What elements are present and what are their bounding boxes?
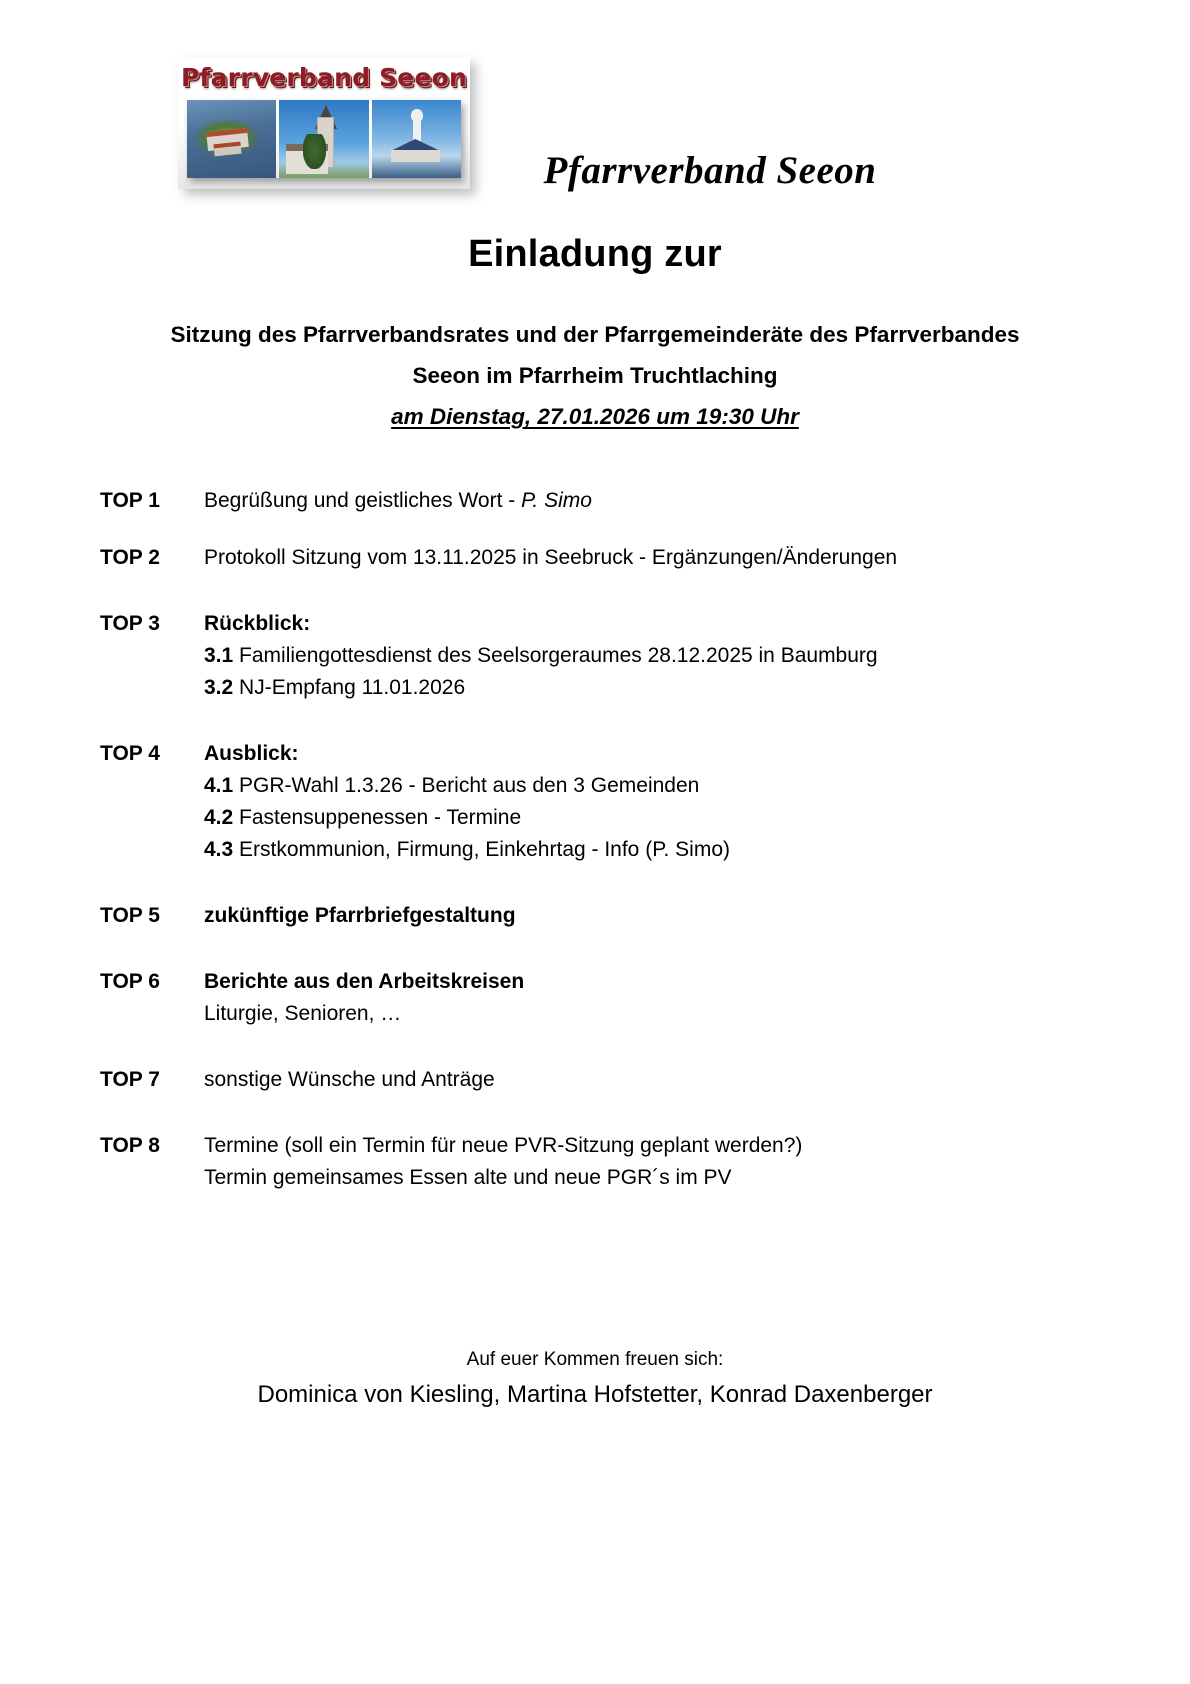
agenda-subitem-4-3-text: Erstkommunion, Firmung, Einkehrtag - Info (P. Simo) xyxy=(233,838,730,861)
agenda-body-top3 xyxy=(204,608,1120,704)
agenda-item-top8 xyxy=(100,1130,1120,1194)
agenda-top4-heading: Ausblick: xyxy=(204,742,299,765)
meeting-date-line: am Dienstag, 27.01.2026 um 19:30 Uhr xyxy=(391,404,799,429)
agenda-subitem-4-1-num: 4.1 xyxy=(204,774,234,797)
agenda-body-top1 xyxy=(204,485,1120,517)
agenda-label-top4: TOP 4 xyxy=(100,742,160,765)
agenda-body-top5: zukünftige Pfarrbriefgestaltung xyxy=(204,904,516,927)
agenda-subitem-4-3 xyxy=(204,834,1120,866)
agenda-subitem-4-3-num: 4.3 xyxy=(204,838,234,861)
agenda-body-top6 xyxy=(204,966,1120,1030)
agenda-item-top2 xyxy=(100,542,1120,574)
agenda-label-top1: TOP 1 xyxy=(100,489,160,512)
agenda-top8-line1: Termine (soll ein Termin für neue PVR-Sitzung geplant werden?) xyxy=(204,1134,803,1157)
agenda-list xyxy=(0,485,1190,1194)
agenda-top6-subtext: Liturgie, Senioren, … xyxy=(204,1002,402,1025)
invitation-heading: Einladung zur xyxy=(468,233,722,275)
agenda-item-top5 xyxy=(100,900,1120,932)
closing-block xyxy=(0,1344,1190,1414)
subtitle-block xyxy=(0,314,1190,437)
agenda-label-top7: TOP 7 xyxy=(100,1068,160,1091)
agenda-body-top8 xyxy=(204,1130,1120,1194)
agenda-body-top7: sonstige Wünsche und Anträge xyxy=(204,1068,495,1091)
agenda-subitem-3-1-text: Familiengottesdienst des Seelsorgeraumes 28.12.2025 in Baumburg xyxy=(233,644,878,667)
bell-tower-shape xyxy=(413,120,421,142)
agenda-body-top4 xyxy=(204,738,1120,866)
agenda-top3-heading: Rückblick: xyxy=(204,612,311,635)
agenda-subitem-4-2-text: Fastensuppenessen - Termine xyxy=(233,806,522,829)
agenda-top8-line2: Termin gemeinsames Essen alte und neue PGR´s im PV xyxy=(204,1166,732,1189)
closing-greeting: Auf euer Kommen freuen sich: xyxy=(466,1349,724,1370)
agenda-label-top5: TOP 5 xyxy=(100,904,160,927)
agenda-body-top2: Protokoll Sitzung vom 13.11.2025 in Seebruck - Ergänzungen/Änderungen xyxy=(204,546,898,569)
agenda-item-top6 xyxy=(100,966,1120,1030)
agenda-subitem-3-2-text: NJ-Empfang 11.01.2026 xyxy=(233,676,466,699)
agenda-label-top3: TOP 3 xyxy=(100,612,160,635)
subtitle-line-2: Seeon im Pfarrheim Truchtlaching xyxy=(412,363,778,388)
agenda-subitem-4-1-text: PGR-Wahl 1.3.26 - Bericht aus den 3 Gemeinden xyxy=(233,774,700,797)
agenda-label-top6: TOP 6 xyxy=(100,970,160,993)
logo-banner-text: Pfarrverband Seeon xyxy=(181,63,467,92)
subtitle-line-1: Sitzung des Pfarrverbandsrates und der Pfarrgemeinderäte des Pfarrverbandes xyxy=(170,322,1020,347)
agenda-subitem-3-2-num: 3.2 xyxy=(204,676,234,699)
agenda-item-top1 xyxy=(100,485,1120,517)
agenda-label-top2: TOP 2 xyxy=(100,546,160,569)
agenda-top6-heading: Berichte aus den Arbeitskreisen xyxy=(204,970,525,993)
agenda-subitem-3-2 xyxy=(204,672,1120,704)
agenda-item-top4 xyxy=(100,738,1120,866)
closing-signatories: Dominica von Kiesling, Martina Hofstetter, Konrad Daxenberger xyxy=(257,1381,933,1408)
agenda-subitem-4-2-num: 4.2 xyxy=(204,806,234,829)
agenda-subitem-3-1 xyxy=(204,640,1120,672)
page-title: Pfarrverband Seeon xyxy=(543,149,877,192)
agenda-top1-text: Begrüßung und geistliches Wort - xyxy=(204,489,522,512)
header-zone xyxy=(0,0,1190,215)
agenda-subitem-3-1-num: 3.1 xyxy=(204,644,234,667)
agenda-label-top8: TOP 8 xyxy=(100,1134,160,1157)
agenda-item-top3 xyxy=(100,608,1120,704)
agenda-item-top7 xyxy=(100,1064,1120,1096)
agenda-top1-speaker: P. Simo xyxy=(521,489,592,512)
agenda-subitem-4-1 xyxy=(204,770,1120,802)
agenda-subitem-4-2 xyxy=(204,802,1120,834)
